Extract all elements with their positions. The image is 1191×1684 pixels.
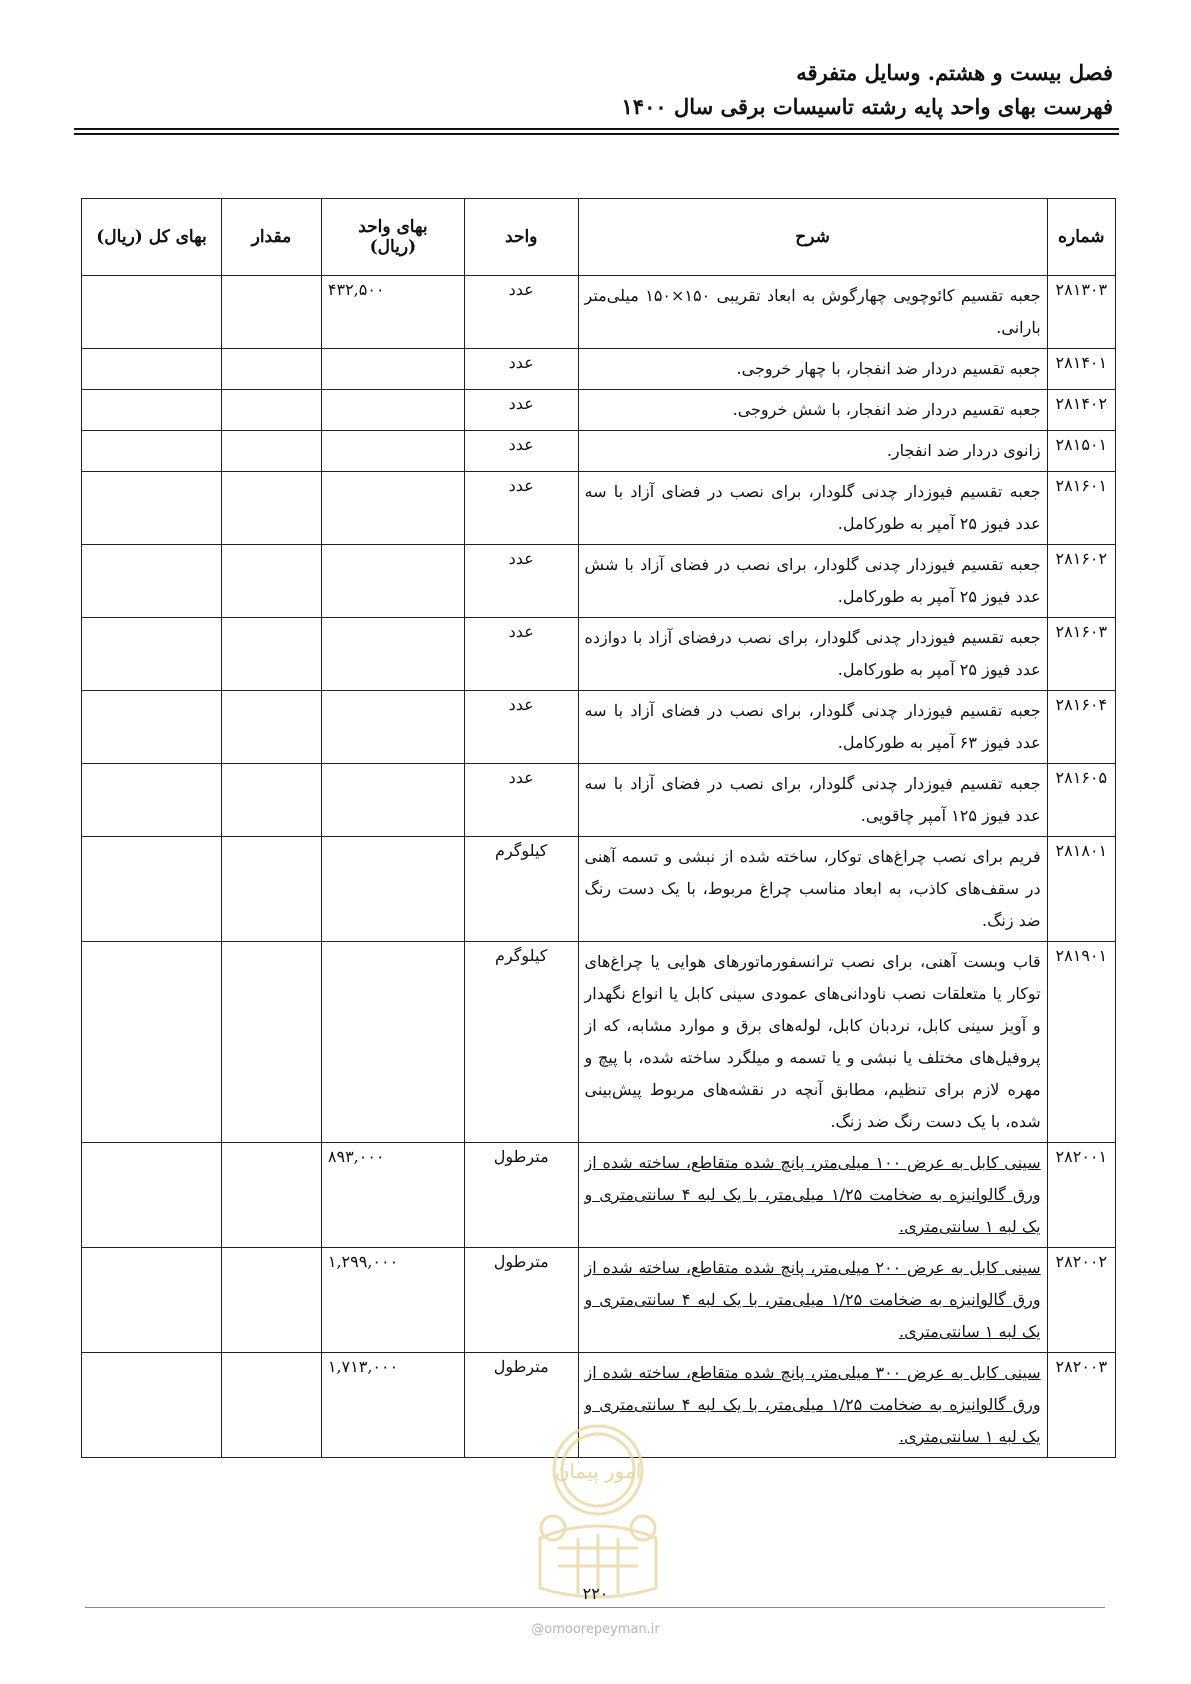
item-unit: عدد bbox=[464, 431, 578, 472]
item-quantity bbox=[221, 942, 321, 1143]
item-total bbox=[82, 349, 222, 390]
page-number: ۲۲۰ bbox=[582, 1584, 609, 1603]
item-unit: عدد bbox=[464, 545, 578, 618]
item-total bbox=[82, 431, 222, 472]
table-row bbox=[82, 431, 1116, 472]
item-code: ۲۸۱۶۰۴ bbox=[1047, 691, 1115, 764]
table-row bbox=[82, 691, 1116, 764]
item-description bbox=[578, 1143, 1047, 1248]
header-rule-bottom bbox=[74, 133, 1119, 135]
item-code: ۲۸۱۳۰۳ bbox=[1047, 276, 1115, 349]
table-header-row bbox=[82, 199, 1116, 276]
item-unit: مترطول bbox=[464, 1143, 578, 1248]
item-unit-price bbox=[321, 691, 464, 764]
table-row bbox=[82, 764, 1116, 837]
table-row bbox=[82, 390, 1116, 431]
table-row bbox=[82, 1248, 1116, 1353]
item-unit-price bbox=[321, 390, 464, 431]
item-unit-price: ۱,۲۹۹,۰۰۰ bbox=[321, 1248, 464, 1353]
footer-rule bbox=[85, 1607, 1105, 1608]
item-description: زانوی دردار ضد انفجار. bbox=[578, 431, 1047, 472]
item-unit-price bbox=[321, 764, 464, 837]
item-quantity bbox=[221, 472, 321, 545]
item-unit-price bbox=[321, 545, 464, 618]
seal-text: امور پیمان bbox=[554, 1459, 642, 1483]
column-header-unit-price bbox=[321, 199, 464, 276]
item-quantity bbox=[221, 1353, 321, 1458]
item-unit-price bbox=[321, 349, 464, 390]
item-code: ۲۸۲۰۰۲ bbox=[1047, 1248, 1115, 1353]
item-quantity bbox=[221, 764, 321, 837]
item-unit-price bbox=[321, 837, 464, 942]
item-description: جعبه تقسیم کائوچویی چهارگوش به ابعاد تقریبی ۱۵۰×۱۵۰ میلی‌متر بارانی. bbox=[578, 276, 1047, 349]
item-code: ۲۸۲۰۰۳ bbox=[1047, 1353, 1115, 1458]
item-unit-price: ۸۹۳,۰۰۰ bbox=[321, 1143, 464, 1248]
table-row bbox=[82, 349, 1116, 390]
item-quantity bbox=[221, 545, 321, 618]
item-code: ۲۸۱۵۰۱ bbox=[1047, 431, 1115, 472]
item-unit: عدد bbox=[464, 618, 578, 691]
item-description bbox=[578, 1248, 1047, 1353]
item-quantity bbox=[221, 349, 321, 390]
column-header-description: شرح bbox=[578, 199, 1047, 276]
item-quantity bbox=[221, 618, 321, 691]
item-unit: مترطول bbox=[464, 1248, 578, 1353]
item-total bbox=[82, 276, 222, 349]
item-unit-price: ۴۳۲,۵۰۰ bbox=[321, 276, 464, 349]
item-unit: عدد bbox=[464, 276, 578, 349]
watermark-text: @omoorepeyman.ir bbox=[531, 1622, 660, 1637]
item-code: ۲۸۱۶۰۲ bbox=[1047, 545, 1115, 618]
item-total bbox=[82, 837, 222, 942]
item-description: جعبه تقسیم فیوزدار چدنی گلودار، برای نصب در فضای آزاد با سه عدد فیوز ۱۲۵ آمپر چاقویی. bbox=[578, 764, 1047, 837]
item-unit: عدد bbox=[464, 349, 578, 390]
unit-price-currency: (ریال) bbox=[369, 237, 417, 257]
item-description: جعبه تقسیم دردار ضد انفجار، با شش خروجی. bbox=[578, 390, 1047, 431]
table-row bbox=[82, 1143, 1116, 1248]
item-quantity bbox=[221, 431, 321, 472]
item-description: قاب وبست آهنی، برای نصب ترانسفورماتورهای هوایی یا چراغ‌های توکار یا متعلقات نصب ناودانی‌های عمودی سینی کابل یا انواع نگهدار و آویز سینی کابل، نردبان کابل، لوله‌های برق و موارد مشابه، که از پروفیل‌های مختلف یا نبشی و یا تسمه و میلگرد ساخته شده، با پیچ و مهره لازم برای تنظیم، مطابق آنچه در نقشه‌های مربوط پیش‌بینی شده، با یک دست رنگ ضد زنگ. bbox=[578, 942, 1047, 1143]
column-header-quantity: مقدار bbox=[221, 199, 321, 276]
item-unit: عدد bbox=[464, 764, 578, 837]
item-total bbox=[82, 1143, 222, 1248]
item-description: جعبه تقسیم فیوزدار چدنی گلودار، برای نصب در فضای آزاد با سه عدد فیوز ۲۵ آمپر به طورکامل. bbox=[578, 472, 1047, 545]
item-description-text: سینی کابل به عرض ۳۰۰ میلی‌متر، پانچ شده متقاطع، ساخته شده از ورق گالوانیزه به ضخامت ۱/۲۵ میلی‌متر، با یک لبه ۴ سانتی‌متری و یک لبه ۱ سانتی‌متری. bbox=[584, 1363, 1041, 1446]
table-row bbox=[82, 472, 1116, 545]
item-code: ۲۸۱۶۰۵ bbox=[1047, 764, 1115, 837]
item-description-text: سینی کابل به عرض ۱۰۰ میلی‌متر، پانچ شده متقاطع، ساخته شده از ورق گالوانیزه به ضخامت ۱/۲۵ میلی‌متر، با یک لبه ۴ سانتی‌متری و یک لبه ۱ سانتی‌متری. bbox=[584, 1153, 1041, 1236]
item-quantity bbox=[221, 276, 321, 349]
item-description: جعبه تقسیم فیوزدار چدنی گلودار، برای نصب در فضای آزاد با سه عدد فیوز ۶۳ آمپر به طورکامل. bbox=[578, 691, 1047, 764]
item-code: ۲۸۱۴۰۱ bbox=[1047, 349, 1115, 390]
column-header-total: بهای کل (ریال) bbox=[82, 199, 222, 276]
item-code: ۲۸۱۶۰۳ bbox=[1047, 618, 1115, 691]
item-code: ۲۸۱۸۰۱ bbox=[1047, 837, 1115, 942]
item-description: جعبه تقسیم دردار ضد انفجار، با چهار خروجی. bbox=[578, 349, 1047, 390]
item-total bbox=[82, 390, 222, 431]
item-total bbox=[82, 545, 222, 618]
table-row bbox=[82, 942, 1116, 1143]
item-total bbox=[82, 1353, 222, 1458]
item-total bbox=[82, 618, 222, 691]
column-header-unit: واحد bbox=[464, 199, 578, 276]
item-unit-price bbox=[321, 472, 464, 545]
item-quantity bbox=[221, 1248, 321, 1353]
item-quantity bbox=[221, 691, 321, 764]
table-row bbox=[82, 618, 1116, 691]
item-code: ۲۸۱۹۰۱ bbox=[1047, 942, 1115, 1143]
table-row bbox=[82, 545, 1116, 618]
table-body bbox=[82, 276, 1116, 1458]
item-quantity bbox=[221, 390, 321, 431]
item-total bbox=[82, 764, 222, 837]
item-unit: مترطول bbox=[464, 1353, 578, 1458]
item-description: جعبه تقسیم فیوزدار چدنی گلودار، برای نصب در فضای آزاد با شش عدد فیوز ۲۵ آمپر به طورکامل. bbox=[578, 545, 1047, 618]
item-total bbox=[82, 1248, 222, 1353]
page-header bbox=[73, 56, 1113, 124]
item-unit: عدد bbox=[464, 390, 578, 431]
item-description: جعبه تقسیم فیوزدار چدنی گلودار، برای نصب درفضای آزاد با دوازده عدد فیوز ۲۵ آمپر به طورکامل. bbox=[578, 618, 1047, 691]
item-unit: عدد bbox=[464, 472, 578, 545]
item-unit: عدد bbox=[464, 691, 578, 764]
item-description-text: سینی کابل به عرض ۲۰۰ میلی‌متر، پانچ شده متقاطع، ساخته شده از ورق گالوانیزه به ضخامت ۱/۲۵ میلی‌متر، با یک لبه ۴ سانتی‌متری و یک لبه ۱ سانتی‌متری. bbox=[584, 1258, 1041, 1341]
item-unit-price bbox=[321, 618, 464, 691]
item-unit-price: ۱,۷۱۳,۰۰۰ bbox=[321, 1353, 464, 1458]
item-code: ۲۸۱۶۰۱ bbox=[1047, 472, 1115, 545]
item-total bbox=[82, 472, 222, 545]
price-table bbox=[81, 198, 1116, 1458]
column-header-code: شماره bbox=[1047, 199, 1115, 276]
item-code: ۲۸۲۰۰۱ bbox=[1047, 1143, 1115, 1248]
item-unit: کیلوگرم bbox=[464, 837, 578, 942]
unit-price-label: بهای واحد bbox=[358, 217, 428, 237]
table-row bbox=[82, 276, 1116, 349]
chapter-title: فصل بیست و هشتم. وسایل متفرقه bbox=[796, 60, 1113, 85]
header-rule-top bbox=[74, 128, 1119, 130]
item-unit-price bbox=[321, 431, 464, 472]
item-unit: کیلوگرم bbox=[464, 942, 578, 1143]
item-unit-price bbox=[321, 942, 464, 1143]
item-quantity bbox=[221, 1143, 321, 1248]
item-description: فریم برای نصب چراغ‌های توکار، ساخته شده از نبشی و تسمه آهنی در سقف‌های کاذب، به ابعاد مناسب چراغ مربوط، با یک دست رنگ ضد زنگ. bbox=[578, 837, 1047, 942]
seal-watermark bbox=[518, 1418, 678, 1608]
table-row bbox=[82, 837, 1116, 942]
document-title: فهرست بهای واحد پایه رشته تاسیسات برقی سال ۱۴۰۰ bbox=[621, 94, 1113, 119]
item-code: ۲۸۱۴۰۲ bbox=[1047, 390, 1115, 431]
item-total bbox=[82, 942, 222, 1143]
item-total bbox=[82, 691, 222, 764]
item-quantity bbox=[221, 837, 321, 942]
